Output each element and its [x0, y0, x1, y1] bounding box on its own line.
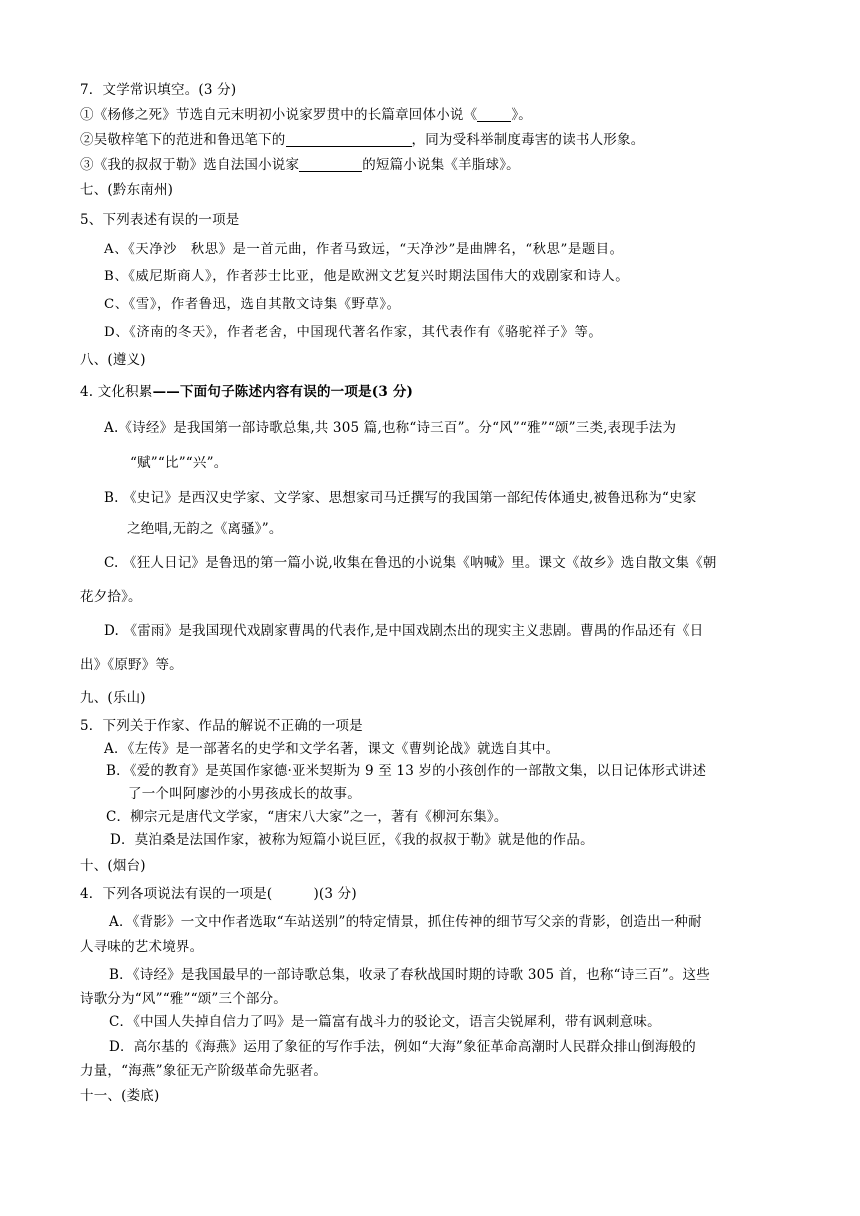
section-10-option-d-line-1: D．高尔基的《海燕》运用了象征的写作手法，例如“大海”象征革命高潮时人民群众排山倒海般的: [109, 1039, 696, 1055]
section-8-option-b-line-1: B. 《史记》是西汉史学家、文学家、思想家司马迁撰写的我国第一部纪传体通史,被鲁迅称为“史家: [104, 490, 697, 506]
section-11-heading: 十一、(娄底): [80, 1088, 160, 1104]
section-9-option-a: A．《左传》是一部著名的史学和文学名著，课文《曹刿论战》就选自其中。: [104, 741, 560, 757]
section-9-option-c: C．柳宗元是唐代文学家，“唐宋八大家”之一，著有《柳河东集》。: [106, 809, 508, 825]
item-2-text-a: ②吴敬梓笔下的范进和鲁迅笔下的: [80, 132, 286, 148]
section-7-option-a: A、《天净沙 秋思》是一首元曲，作者马致远，“天净沙”是曲牌名，“秋思”是题目。: [104, 242, 624, 257]
fill-blank-3: [299, 157, 362, 172]
section-10-question: 4．下列各项说法有误的一项是( )(3 分): [80, 886, 357, 902]
section-7-heading: 七、(黔东南州): [80, 182, 174, 198]
section-9-question: 5．下列关于作家、作品的解说不正确的一项是: [80, 718, 363, 734]
section-7-option-d: D、《济南的冬天》，作者老舍，中国现代著名作家，其代表作有《骆驼祥子》等。: [104, 325, 603, 340]
section-9-option-b-line-1: B．《爱的教育》是英国作家德·亚米契斯为 9 至 13 岁的小孩创作的一部散文集，以日记体形式讲述: [106, 763, 707, 779]
section-10-option-d-line-2: 力量，“海燕”象征无产阶级革命先驱者。: [80, 1063, 328, 1079]
item-1-text-a: ①《杨修之死》节选自元末明初小说家罗贯中的长篇章回体小说《: [80, 107, 478, 123]
section-8-option-a-line-1: A.《诗经》是我国第一部诗歌总集,共 305 篇,也称“诗三百”。分“风”“雅”“颂”三类,表现手法为: [104, 420, 677, 436]
section-9-option-b-line-2: 了一个叫阿廖沙的小男孩成长的故事。: [128, 786, 361, 802]
item-2-text-b: ，同为受科举制度毒害的读书人形象。: [411, 132, 645, 148]
question-7-title: 7．文学常识填空。(3 分): [80, 82, 237, 98]
section-7-option-c: C、《雪》，作者鲁迅，选自其散文诗集《野草》。: [104, 297, 401, 312]
section-9-option-d: D．莫泊桑是法国作家，被称为短篇小说巨匠，《我的叔叔于勒》就是他的作品。: [110, 832, 594, 848]
section-8-option-a-line-2: “赋”“比”“兴”。: [130, 455, 228, 471]
section-8-question-bold: ——下面句子陈述内容有误的一项是(3 分): [152, 384, 414, 400]
section-8-question: [80, 383, 413, 401]
item-3-text-b: 的短篇小说集《羊脂球》。: [362, 157, 520, 173]
section-8-option-d-line-1: D. 《雷雨》是我国现代戏剧家曹禺的代表作,是中国戏剧杰出的现实主义悲剧。曹禺的作品还有《日: [104, 623, 704, 639]
question-7-item-2: [80, 131, 644, 149]
section-7-question: 5、下列表述有误的一项是: [80, 212, 240, 228]
section-10-option-b-line-1: B．《诗经》是我国最早的一部诗歌总集，收录了春秋战国时期的诗歌 305 首，也称“诗三百”。这些: [109, 967, 710, 983]
section-10-option-c: C．《中国人失掉自信力了吗》是一篇富有战斗力的驳论文，语言尖锐犀利，带有讽刺意味。: [109, 1014, 661, 1030]
item-1-text-b: 》。: [511, 107, 532, 123]
section-8-question-prefix: 4. 文化积累: [80, 384, 153, 400]
section-7-option-b: B、《威尼斯商人》，作者莎士比亚，他是欧洲文艺复兴时期法国伟大的戏剧家和诗人。: [104, 269, 630, 284]
section-8-option-c-line-1: C. 《狂人日记》是鲁迅的第一篇小说,收集在鲁迅的小说集《呐喊》里。课文《故乡》选自散文集《朝: [104, 555, 717, 571]
fill-blank-2: [286, 132, 412, 147]
section-8-option-d-line-2: 出》《原野》等。: [80, 657, 183, 673]
section-10-option-a-line-2: 人寻味的艺术境界。: [80, 939, 204, 955]
question-7-item-1: [80, 106, 532, 124]
section-8-heading: 八、(遵义): [80, 352, 146, 368]
item-3-text-a: ③《我的叔叔于勒》选自法国小说家: [80, 157, 300, 173]
question-7-item-3: [80, 156, 520, 174]
section-8-option-b-line-2: 之绝唱,无韵之《离骚》”。: [127, 521, 283, 537]
section-8-option-c-line-2: 花夕拾》。: [80, 589, 142, 605]
fill-blank-1: [477, 107, 511, 122]
section-9-heading: 九、(乐山): [80, 690, 146, 706]
section-10-option-a-line-1: A．《背影》一文中作者选取“车站送别”的特定情景，抓住传神的细节写父亲的背影，创造出一种耐: [109, 914, 702, 930]
section-10-option-b-line-2: 诗歌分为“风”“雅”“颂”三个部分。: [80, 991, 288, 1007]
section-10-heading: 十、(烟台): [80, 858, 146, 874]
